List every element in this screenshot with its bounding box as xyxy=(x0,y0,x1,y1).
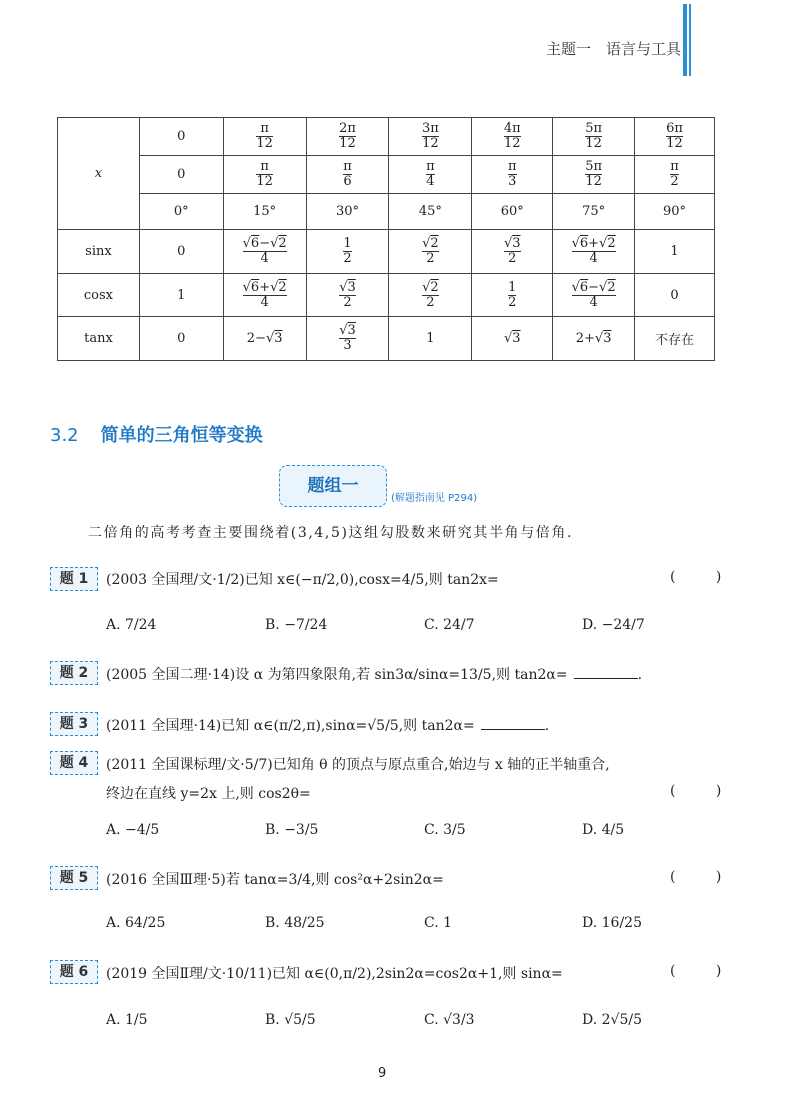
table-cell: 2+√3 xyxy=(553,317,635,361)
table-row-sin xyxy=(58,230,715,274)
option-5d: D. 16/25 xyxy=(582,915,642,931)
table-cell: 45° xyxy=(389,194,472,230)
question-tag-2: 题 2 xyxy=(50,661,98,685)
table-cell: $\frac{√3}{2}$ xyxy=(306,274,389,317)
question-3-text: (2011 全国理·14)已知 α∈(π/2,π),sinα=√5/5,则 tan2α= xyxy=(106,718,475,734)
table-cell: 1 xyxy=(139,274,223,317)
answer-paren-1: ( ) xyxy=(670,569,740,585)
table-cell: $\frac{5\pi}{12}$ xyxy=(553,156,635,194)
table-row-cos xyxy=(58,274,715,317)
option-5c: C. 1 xyxy=(424,915,453,931)
table-cell: 0 xyxy=(139,317,223,361)
question-tag-6: 题 6 xyxy=(50,960,98,984)
table-cell: $\frac{√3}{3}$ xyxy=(306,317,389,361)
question-tag-5: 题 5 xyxy=(50,866,98,890)
question-4-text: (2011 全国课标理/文·5/7)已知角 θ 的顶点与原点重合,始边与 x 轴的正半轴重合, xyxy=(106,757,610,773)
question-2-text: (2005 全国二理·14)设 α 为第四象限角,若 sin3α/sinα=13/5,则 tan2α= xyxy=(106,667,568,683)
table-cell: $\frac{√6-√2}{4}$ xyxy=(553,274,635,317)
table-cell: 0 xyxy=(139,230,223,274)
table-cell: √3 xyxy=(472,317,553,361)
table-cell: $\frac{1}{2}$ xyxy=(306,230,389,274)
table-cell: 0° xyxy=(139,194,223,230)
table-cell: $\frac{\pi}{4}$ xyxy=(389,156,472,194)
table-cell: 75° xyxy=(553,194,635,230)
header-accent-bar-thin xyxy=(689,4,691,76)
table-cell: $\frac{√6+√2}{4}$ xyxy=(553,230,635,274)
question-tag-4: 题 4 xyxy=(50,751,98,775)
table-row-deg xyxy=(58,194,715,230)
table-cell: $\frac{\pi}{2}$ xyxy=(635,156,715,194)
answer-blank-3 xyxy=(481,729,545,730)
table-cell: 60° xyxy=(472,194,553,230)
table-cell: $\frac{\pi}{12}$ xyxy=(223,156,306,194)
option-4c: C. 3/5 xyxy=(424,822,466,838)
section-heading xyxy=(50,421,263,447)
question-4-text-line2: 终边在直线 y=2x 上,则 cos2θ= xyxy=(106,786,311,802)
answer-paren-4: ( ) xyxy=(670,783,740,799)
table-cell: $\frac{3\pi}{12}$ xyxy=(389,118,472,156)
option-1a: A. 7/24 xyxy=(106,617,157,633)
table-cell: $\frac{√3}{2}$ xyxy=(472,230,553,274)
table-cell: 2−√3 xyxy=(223,317,306,361)
answer-paren-6: ( ) xyxy=(670,963,740,979)
table-cell: 1 xyxy=(635,230,715,274)
header-title: 主题一 语言与工具 xyxy=(545,40,681,58)
option-1d: D. −24/7 xyxy=(582,617,645,633)
table-cell: 15° xyxy=(223,194,306,230)
question-5-text: (2016 全国Ⅲ理·5)若 tanα=3/4,则 cos²α+2sin2α= xyxy=(106,872,444,888)
option-6d: D. 2√5/5 xyxy=(582,1012,642,1028)
table-row-tan xyxy=(58,317,715,361)
option-6a: A. 1/5 xyxy=(106,1012,148,1028)
option-6b: B. √5/5 xyxy=(265,1012,316,1028)
option-1b: B. −7/24 xyxy=(265,617,328,633)
option-1c: C. 24/7 xyxy=(424,617,475,633)
intro-text: 二倍角的高考考查主要围绕着(3,4,5)这组勾股数来研究其半角与倍角. xyxy=(88,525,573,541)
trig-value-table xyxy=(57,117,715,361)
table-cell: $\frac{4\pi}{12}$ xyxy=(472,118,553,156)
table-cell: $\frac{√2}{2}$ xyxy=(389,274,472,317)
table-cell: 90° xyxy=(635,194,715,230)
option-4b: B. −3/5 xyxy=(265,822,319,838)
table-cell: 不存在 xyxy=(635,317,715,361)
x-label: x xyxy=(58,118,140,230)
table-cell: $\frac{5\pi}{12}$ xyxy=(553,118,635,156)
table-cell: $\frac{√6-√2}{4}$ xyxy=(223,230,306,274)
question-6-text: (2019 全国Ⅱ理/文·10/11)已知 α∈(0,π/2),2sin2α=cos2α+1,则 sinα= xyxy=(106,966,563,982)
option-6c: C. √3/3 xyxy=(424,1012,475,1028)
header-accent-bar xyxy=(683,4,687,76)
option-4a: A. −4/5 xyxy=(106,822,160,838)
question-group-label: 题组一 xyxy=(279,465,387,507)
table-cell: $\frac{6\pi}{12}$ xyxy=(635,118,715,156)
answer-blank-2 xyxy=(574,678,638,679)
question-tag-3: 题 3 xyxy=(50,712,98,736)
option-4d: D. 4/5 xyxy=(582,822,625,838)
table-cell: $\frac{√2}{2}$ xyxy=(389,230,472,274)
answer-paren-5: ( ) xyxy=(670,869,740,885)
table-row-rad1 xyxy=(58,118,715,156)
page-number: 9 xyxy=(378,1066,387,1081)
question-2-line: (2005 全国二理·14)设 α 为第四象限角,若 sin3α/sinα=13/5,则 tan2α= . xyxy=(106,667,643,683)
table-cell: 0 xyxy=(635,274,715,317)
option-5a: A. 64/25 xyxy=(106,915,166,931)
question-tag-1: 题 1 xyxy=(50,567,98,591)
row-label: cosx xyxy=(58,274,140,317)
table-cell: $\frac{\pi}{6}$ xyxy=(306,156,389,194)
table-cell: 0 xyxy=(139,118,223,156)
row-label: tanx xyxy=(58,317,140,361)
section-number: 3.2 xyxy=(50,425,79,446)
table-cell: $\frac{2\pi}{12}$ xyxy=(306,118,389,156)
table-row-rad2 xyxy=(58,156,715,194)
section-title: 简单的三角恒等变换 xyxy=(100,425,263,446)
table-cell: $\frac{√6+√2}{4}$ xyxy=(223,274,306,317)
table-cell: 30° xyxy=(306,194,389,230)
table-cell: 1 xyxy=(389,317,472,361)
table-cell: $\frac{\pi}{3}$ xyxy=(472,156,553,194)
row-label: sinx xyxy=(58,230,140,274)
table-cell: $\frac{\pi}{12}$ xyxy=(223,118,306,156)
table-cell: $\frac{1}{2}$ xyxy=(472,274,553,317)
option-5b: B. 48/25 xyxy=(265,915,325,931)
question-3-line: (2011 全国理·14)已知 α∈(π/2,π),sinα=√5/5,则 tan2α= . xyxy=(106,718,550,734)
table-cell: 0 xyxy=(139,156,223,194)
question-1-text: (2003 全国理/文·1/2)已知 x∈(−π/2,0),cosx=4/5,则 tan2x= xyxy=(106,572,499,588)
group-hint: (解题指南见 P294) xyxy=(391,493,478,504)
